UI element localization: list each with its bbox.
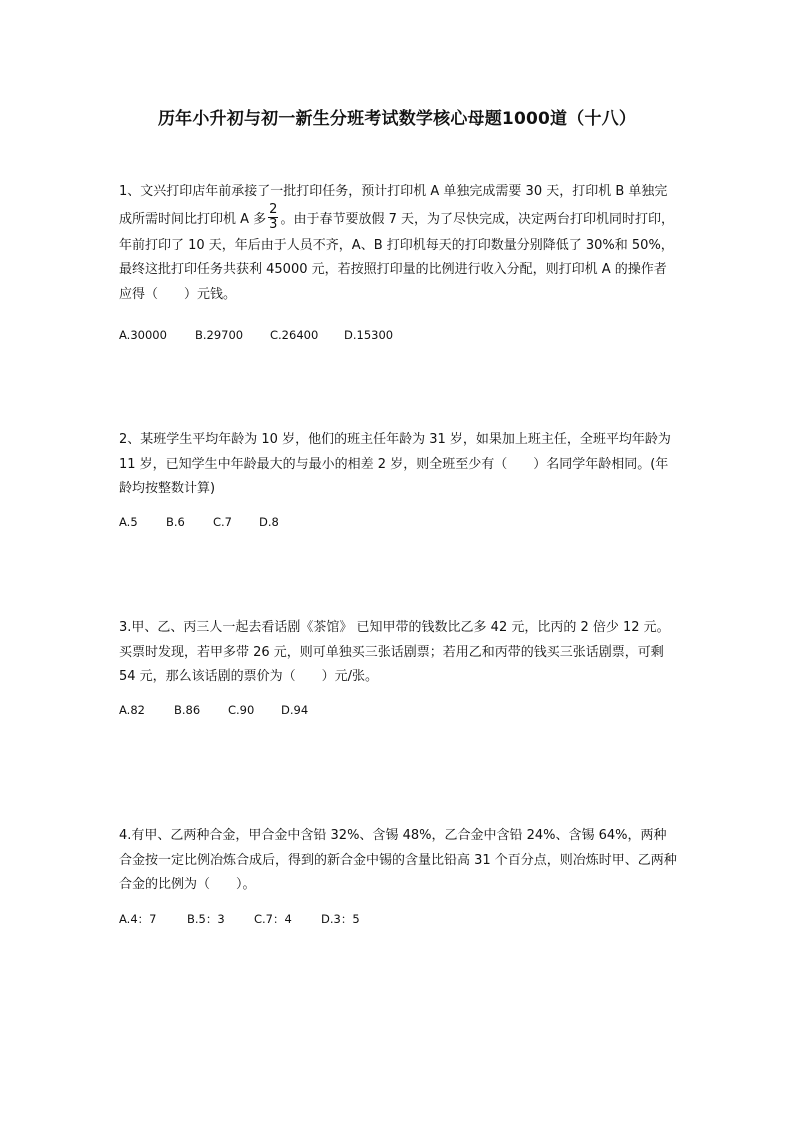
- option-c: C.26400: [270, 328, 319, 342]
- option-b: B.29700: [195, 328, 244, 342]
- option-d: D.15300: [344, 328, 394, 342]
- option-d: D.3：5: [321, 912, 360, 926]
- fraction-denominator: 3: [269, 216, 278, 232]
- option-b: B.5：3: [187, 912, 225, 926]
- question-4-options: [119, 911, 360, 927]
- page-title: 历年小升初与初一新生分班考试数学核心母题1000道（十八）: [157, 109, 637, 129]
- option-c: C.90: [228, 703, 255, 717]
- question-4-text: 4.有甲、乙两种合金，甲合金中含铅 32%、含锡 48%，乙合金中含铅 24%、含锡 64%，两种合金按一定比例冶炼合成后，得到的新合金中锡的含量比铅高 31 个百分点，则冶炼时甲、乙两种合金的比例为（ ）。: [119, 828, 677, 892]
- question-3-text: 3.甲、乙、丙三人一起去看话剧《茶馆》 已知甲带的钱数比乙多 42 元，比丙的 2 倍少 12 元。买票时发现，若甲多带 26 元，则可单独买三张话剧票；若用乙和丙带的钱买三张话剧票，可剩 54 元，那么该话剧的票价为（ ）元/张。: [119, 620, 670, 684]
- question-4: [119, 824, 679, 898]
- option-b: B.86: [174, 703, 201, 717]
- fraction-two-thirds: [268, 203, 278, 232]
- question-1-text-before: 1、文兴打印店年前承接了一批打印任务，预计打印机 A 单独完成需要 30 天，打印机 B 单独完成所需时间比打印机 A 多: [119, 184, 668, 227]
- option-c: C.7：4: [254, 912, 292, 926]
- question-2-text: 2、某班学生平均年龄为 10 岁，他们的班主任年龄为 31 岁，如果加上班主任，全班平均年龄为 11 岁，已知学生中年龄最大的与最小的相差 2 岁，则全班至少有（ ）名同学年龄相同。(年龄均按整数计算): [119, 432, 671, 496]
- option-a: A.5: [119, 515, 138, 529]
- question-1-options: [119, 328, 393, 342]
- question-3: [119, 616, 679, 690]
- option-d: D.94: [281, 703, 309, 717]
- option-b: B.6: [166, 515, 185, 529]
- question-1-text-after: 。由于春节要放假 7 天，为了尽快完成，决定两台打印机同时打印，年前打印了 10 天，年后由于人员不齐，A、B 打印机每天的打印数量分别降低了 30%和 50%，最终这批打印任务共获利 45000 元，若按照打印量的比例进行收入分配，则打印机 A 的操作者应得（ ）元钱。: [119, 211, 674, 302]
- question-2-options: [119, 515, 279, 529]
- question-2: [119, 428, 679, 502]
- question-3-options: [119, 703, 308, 717]
- option-a: A.82: [119, 703, 145, 717]
- option-d: D.8: [259, 515, 279, 529]
- fraction-numerator: 2: [269, 201, 278, 217]
- option-a: A.30000: [119, 328, 167, 342]
- question-1: [119, 180, 679, 307]
- option-a: A.4：7: [119, 912, 157, 926]
- option-c: C.7: [213, 515, 233, 529]
